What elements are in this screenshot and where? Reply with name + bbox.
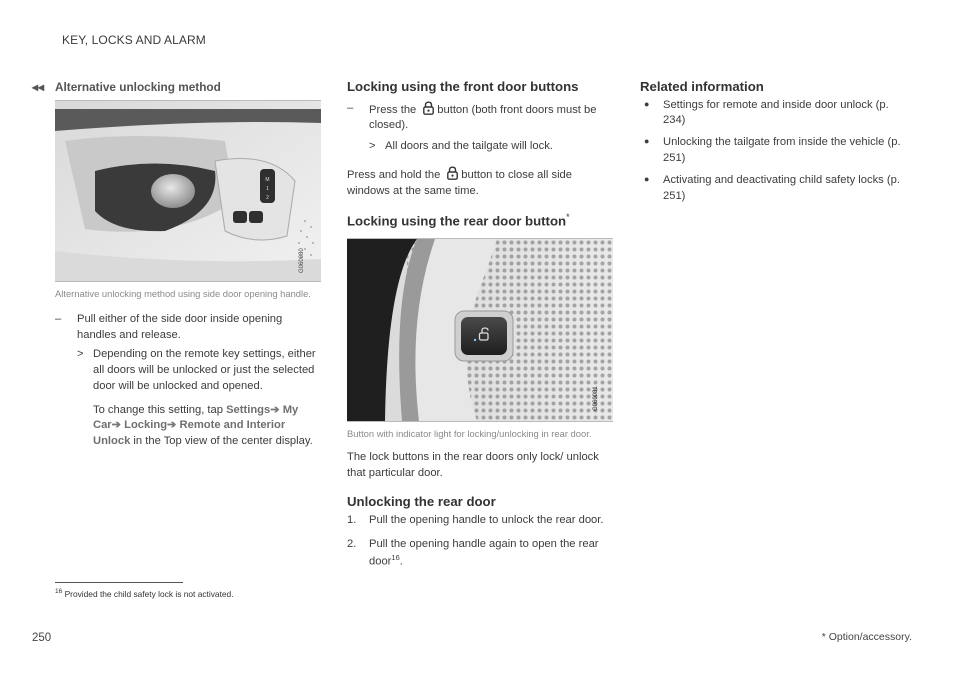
related-link-text[interactable]: Settings for remote and inside door unlock (p. 234) [663,98,889,127]
door-handle-image [55,101,321,281]
unlock-step-1-text: Pull the opening handle to unlock the rear door. [369,514,604,527]
caption-rear-door-button: Button with indicator light for locking/unlocking in rear door. [347,427,592,439]
related-link-item[interactable] [640,98,908,130]
rear-button-title-text: Locking using the rear door button [347,213,567,229]
bullet-icon: ● [644,174,650,185]
section-title-front-door-buttons: Locking using the front door buttons [347,79,579,94]
rear-lock-text: The lock buttons in the rear doors only lock/ unlock that particular door. [347,451,599,480]
section-title-related-information: Related information [640,79,764,94]
rear-door-button-image [347,239,613,421]
arrow-right-icon: ➔ [270,403,280,416]
result-unlock [77,347,323,395]
option-asterisk: * [566,212,570,223]
result-text: Depending on the remote key settings, either all doors will be unlocked or just the selected door will be unlocked and opened. [93,347,316,392]
related-links-list [640,98,908,205]
image-code-left: G060080 [299,248,305,273]
arrow-right-icon: ➔ [167,419,177,432]
footnote-ref[interactable]: 16 [391,553,400,563]
footnote [55,587,234,601]
svg-text:M: M [265,176,270,183]
page-number: 250 [32,632,52,644]
caption-alternative-unlocking: Alternative unlocking method using side door opening handle. [55,287,311,299]
hold-suffix: button to close all side windows at the same time. [347,169,572,198]
footnote-number: 16 [55,588,63,595]
section-title-unlocking-rear-door: Unlocking the rear door [347,493,496,509]
footnote-divider [55,582,183,583]
unlock-step-2-text: Pull the opening handle again to open the rear door [369,538,599,568]
menu-locking: Locking [124,419,168,432]
chapter-title: KEY, LOCKS AND ALARM [62,33,206,47]
bullet-icon: ● [644,98,650,109]
left-column [55,79,323,450]
hold-prefix: Press and hold the [347,169,441,182]
unlock-step-2 [347,537,615,571]
press-hold-text [347,166,615,200]
lock-icon [422,101,435,115]
result-marker: > [77,347,84,360]
bullet-icon: ● [644,136,650,147]
step-pull-handles [55,312,323,344]
option-accessory-note: * Option/accessory. [821,631,912,643]
related-link-text[interactable]: Activating and deactivating child safety locks (p. 251) [663,174,900,203]
step-number: 2. [347,538,357,551]
lock-icon [446,166,459,180]
unlock-step-1 [347,513,615,529]
result-all-lock [369,139,615,155]
settings-prefix: To change this setting, tap [93,403,223,416]
front-result: All doors and the tailgate will lock. [385,140,553,153]
related-link-item[interactable] [640,135,908,167]
result-marker: > [369,140,376,153]
unlock-step-2-end: . [399,556,403,568]
section-title-alternative-unlocking: Alternative unlocking method [55,80,221,94]
menu-settings: Settings [226,403,271,416]
section-title-rear-door-button [347,212,615,230]
settings-suffix: in the Top view of the center display. [133,435,313,448]
step-text: Pull either of the side door inside opening handles and release. [77,312,283,341]
step-number: 1. [347,514,357,527]
arrow-right-icon: ➔ [111,419,122,432]
step-press-button [347,101,615,135]
footnote-text: Provided the child safety lock is not activated. [64,588,234,599]
rear-door-button-illustration [347,238,613,422]
related-link-text[interactable]: Unlocking the tailgate from inside the vehicle (p. 251) [663,136,901,165]
related-link-item[interactable] [640,173,908,205]
step-dash: – [347,101,354,114]
menu-my-car: My Car [93,403,299,432]
svg-text:2: 2 [266,194,269,201]
menu-remote-interior-unlock: Remote and Interior Unlock [93,419,286,448]
front-step-prefix: Press the [369,103,417,116]
step-dash: – [55,312,62,325]
continued-marker: ◂◂ [32,80,45,94]
image-code-middle: G060081 [593,386,599,411]
door-handle-illustration [55,100,321,282]
front-step-suffix: button (both front doors must be closed). [369,103,597,132]
svg-text:1: 1 [266,185,269,192]
middle-column [347,79,615,571]
settings-instructions [93,403,323,451]
right-column [640,79,908,211]
